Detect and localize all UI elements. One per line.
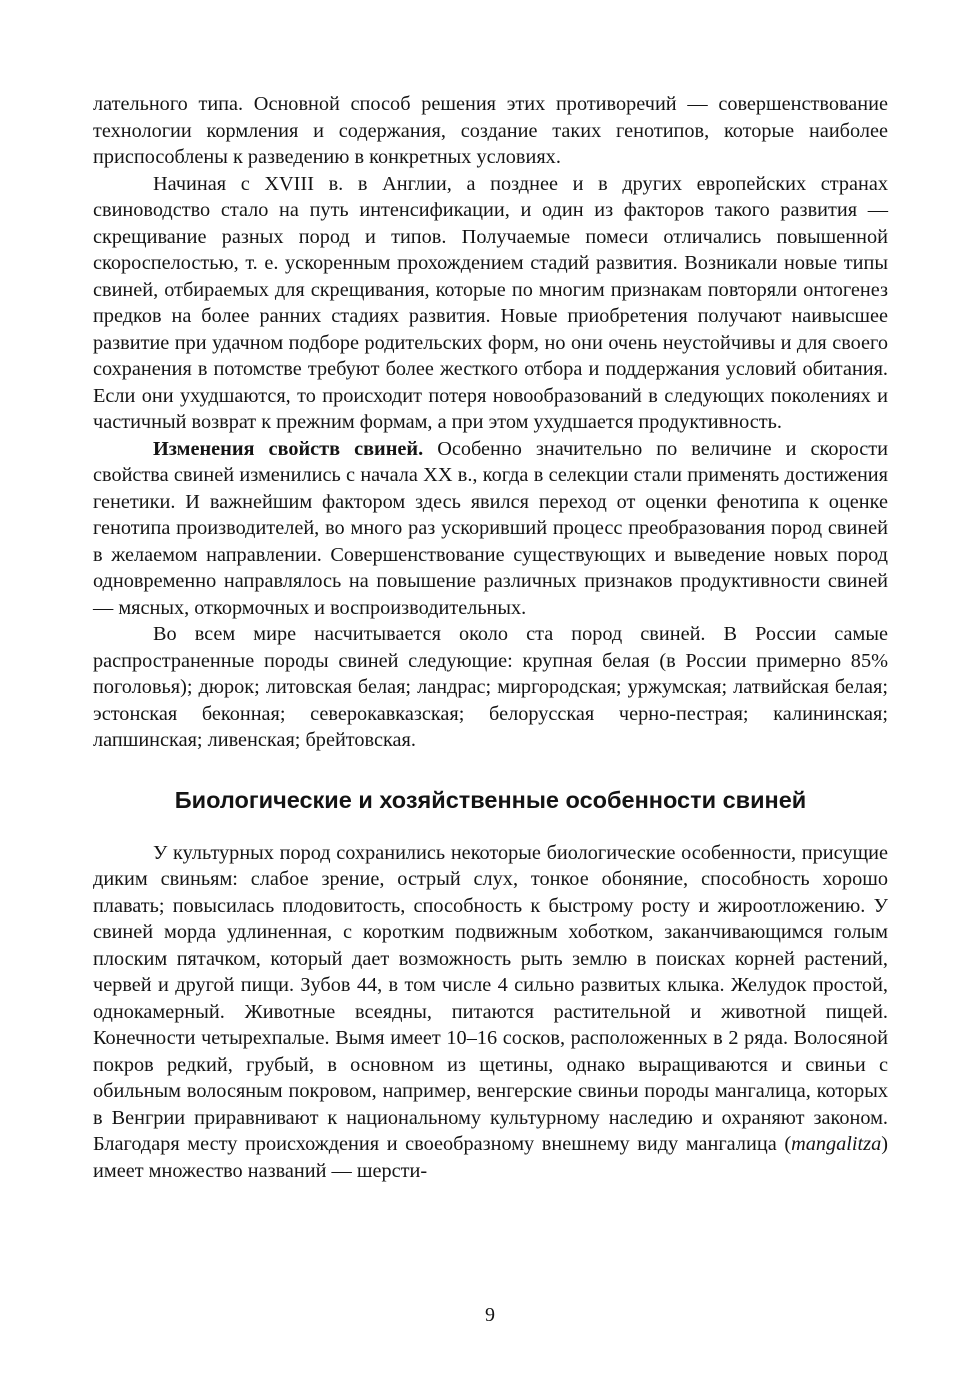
paragraph-properties-text: Особенно значительно по величине и скорости свойства свиней изменились с начала XX в., когда в селекции стали применять достижения генетики. И важнейшим фактором здесь явился переход от оценки фенотипа к оценке генотипа производителей, во много раз ускоривший процесс преобразования пород свиней в желаемом направлении. Совершенствование существующих и выведение новых пород одновременно направлялось на повышение различных признаков продуктивности свиней — мясных, откормочных и воспроизводительных. — [93, 437, 888, 619]
section-heading: Биологические и хозяйственные особенности свиней — [174, 786, 807, 813]
paragraph-biology-end: ) имеет множество названий — шерсти- — [93, 1133, 888, 1182]
italic-term: mangalitza — [791, 1133, 882, 1155]
page-body — [93, 91, 888, 1184]
paragraph-continuation: лательного типа. Основной способ решения этих противоречий — совершенствование технологии кормления и содержания, создание таких генотипов, которые наиболее приспособлены к разведению в конкретных условиях. — [93, 93, 888, 168]
page-number: 9 — [485, 1304, 495, 1326]
paragraph-biology — [93, 840, 888, 1185]
paragraph-properties-change — [93, 436, 888, 622]
run-in-heading: Изменения свойств свиней. — [153, 437, 424, 460]
paragraph-biology-text: У культурных пород сохранились некоторые биологические особенности, присущие диким свиньям: слабое зрение, острый слух, тонкое обоняние, способность хорошо плавать; повысилась плодовитость, способность к быстрому росту и жироотложению. У свиней морда удлиненная, с коротким подвижным хоботком, заканчивающимся голым плоским пятачком, который дает возможность рыть землю в поисках корней растений, червей и другой пищи. Зубов 44, в том числе 4 сильно развитых клыка. Желудок простой, однокамерный. Животные всеядны, питаются растительной и животной пищей. Конечности четырехпалые. Вымя имеет 10–16 сосков, расположенных в 2 ряда. Волосяной покров редкий, грубый, в основном из щетины, однако выращиваются и свиньи с обильным волосяным покровом, например, венгерские свиньи породы мангалица, которых в Венгрии приравнивают к национальному культурному наследию и охраняют законом. Благодаря месту происхождения и своеобразному внешнему виду мангалица ( — [93, 841, 888, 1155]
paragraph-intensification: Начиная с XVIII в. в Англии, а позднее и в других европейских странах свиноводство стало на путь интенсификации, и один из факторов такого развития — скрещивание разных пород и типов. Получаемые помеси отличались повышенной скороспелостью, т. е. ускоренным прохождением стадий развития. Возникали новые типы свиней, отбираемых для скрещивания, которые по многим признакам повторяли онтогенез предков на более ранних стадиях развития. Новые приобретения получают наивысшее развитие при удачном подборе родительских форм, но они очень неустойчивы и для своего сохранения в потомстве требуют более жесткого отбора и поддержания условий обитания. Если они ухудшаются, то происходит потеря новообразований в следующих поколениях и частичный возврат к прежним формам, а при этом ухудшается продуктивность. — [93, 172, 888, 433]
paragraph-breeds: Во всем мире насчитывается около ста пород свиней. В России самые распространенные породы свиней следующие: крупная белая (в России примерно 85% поголовья); дюрок; литовская белая; ландрас; миргородская; уржумская; латвийская белая; эстонская беконная; северокавказская; белорусская черно-пестрая; калининская; лапшинская; ливенская; брейтовская. — [93, 623, 888, 751]
